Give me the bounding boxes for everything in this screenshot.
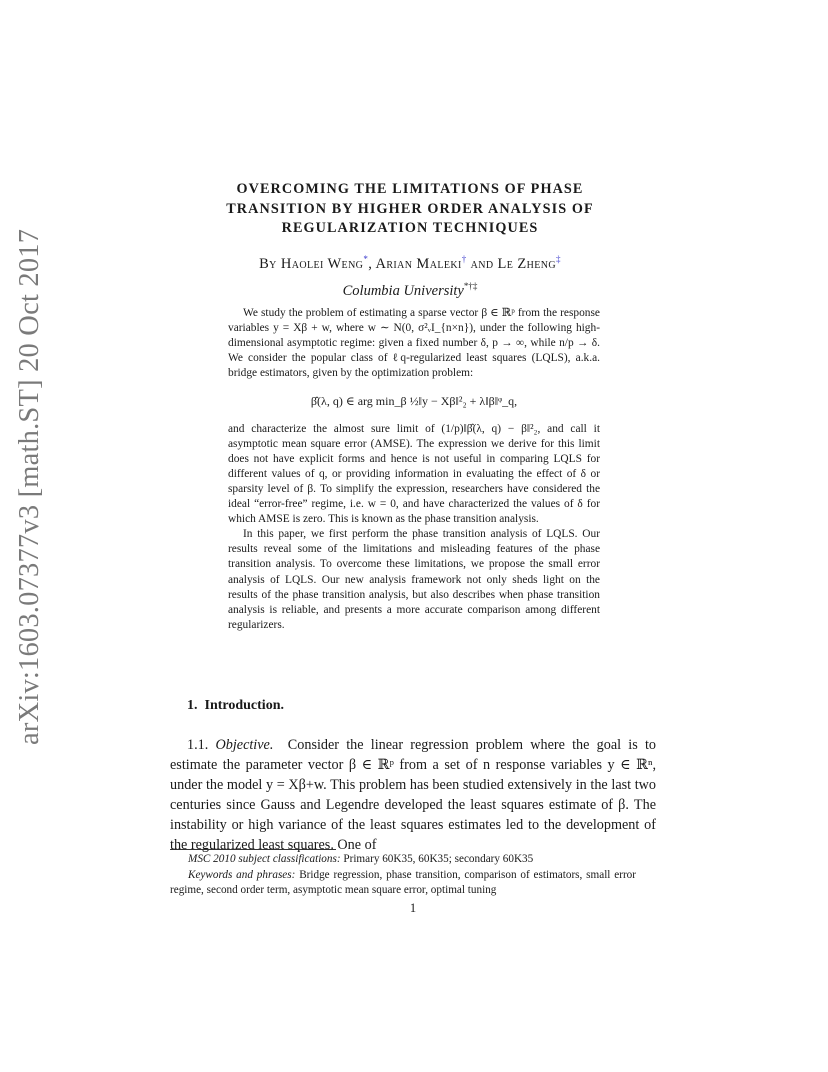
intro-body — [170, 735, 656, 856]
paper-title — [170, 180, 650, 239]
abstract — [228, 306, 600, 633]
footnotes — [170, 852, 636, 899]
author-mark-link[interactable]: † — [461, 254, 467, 264]
by-label: By — [259, 255, 277, 272]
keywords-footnote — [170, 868, 636, 899]
affiliation — [170, 281, 650, 300]
title-line: TRANSITION BY HIGHER ORDER ANALYSIS OF — [226, 200, 594, 217]
msc-footnote — [170, 852, 636, 868]
author-name: Arian Maleki — [375, 255, 462, 272]
abstract-paragraph: In this paper, we first perform the phase transition analysis of LQLS. Our results reveal some of the limitations and misleading features of the phase transition analysis. To overcome these limitations, we propose the small error analysis of LQLS. Our new analysis framework not only sheds light on the results of the phase transition analysis, but also describes when phase transition analysis is reliable, and presents a more accurate comparison among different regularizers. — [228, 528, 600, 631]
arxiv-identifier-stamp: arXiv:1603.07377v3 [math.ST] 20 Oct 2017 — [14, 228, 45, 745]
title-line: REGULARIZATION TECHNIQUES — [281, 220, 539, 236]
subsection-title: Objective. — [215, 737, 274, 753]
author-list: By Haolei Weng*, Arian Maleki† and Le Zheng‡ — [259, 254, 561, 272]
author-mark-link[interactable]: ‡ — [555, 254, 561, 264]
keywords-value: Bridge regression, phase transition, comparison of estimators, small error regime, second order term, asymptotic mean square error, optimal tuning — [170, 868, 636, 896]
affiliation-name: Columbia University — [342, 282, 464, 299]
footnote-divider — [170, 849, 336, 850]
abstract-paragraph: and characterize the almost sure limit of (1/p)‖β̂(λ, q) − β‖²₂, and call it asymptotic mean square error (AMSE). The expression we derive for this limit does not have explicit forms and hence is not useful in comparing LQLS for different values of q, or providing information in evaluating the effect of δ or sparsity level of β. To simplify the expression, researchers have considered the ideal “error-free” regime, i.e. w = 0, and have characterized the values of δ for which AMSE is zero. This is known as the phase transition analysis. — [228, 422, 600, 526]
intro-text: Consider the linear regression problem where the goal is to estimate the parameter vector β ∈ ℝᵖ from a set of n response variables y ∈ ℝⁿ, under the model y = Xβ+w. This problem has been studied extensively in the last two centuries since Gauss and Legendre developed the least squares estimate of β. The instability or high variance of the least squares estimates led to the development of the regularized least squares. One of — [170, 737, 656, 854]
title-line: OVERCOMING THE LIMITATIONS OF PHASE — [236, 181, 584, 197]
affiliation-marks: *†‡ — [463, 281, 478, 291]
author-name: Haolei Weng — [280, 255, 364, 272]
section-title: Introduction. — [204, 698, 284, 713]
msc-value: Primary 60K35, 60K35; secondary 60K35 — [343, 853, 534, 865]
author-mark-link[interactable]: * — [363, 254, 369, 264]
author-name: Le Zheng — [497, 255, 556, 272]
display-equation: β̂(λ, q) ∈ arg min_β ½‖y − Xβ‖²₂ + λ‖β‖ᵠ_q, — [310, 394, 518, 409]
msc-label: MSC 2010 subject classifications: — [188, 853, 341, 865]
section-heading — [187, 698, 284, 714]
subsection-number: 1.1. — [187, 737, 209, 753]
keywords-label: Keywords and phrases: — [188, 868, 296, 881]
abstract-paragraph: We study the problem of estimating a sparse vector β ∈ ℝᵖ from the response variables y = Xβ + w, where w ∼ N(0, σ²ᵥI_{n×n}), under the following high-dimensional asymptotic regime: given a fixed number δ, p → ∞, while n/p → δ. We consider the popular class of ℓq-regularized least squares (LQLS), a.k.a. bridge estimators, given by the optimization problem: — [228, 307, 600, 380]
section-number: 1. — [187, 698, 198, 713]
intro-paragraph — [170, 735, 656, 856]
page-number: 1 — [409, 901, 417, 915]
and-label: and — [470, 255, 494, 272]
